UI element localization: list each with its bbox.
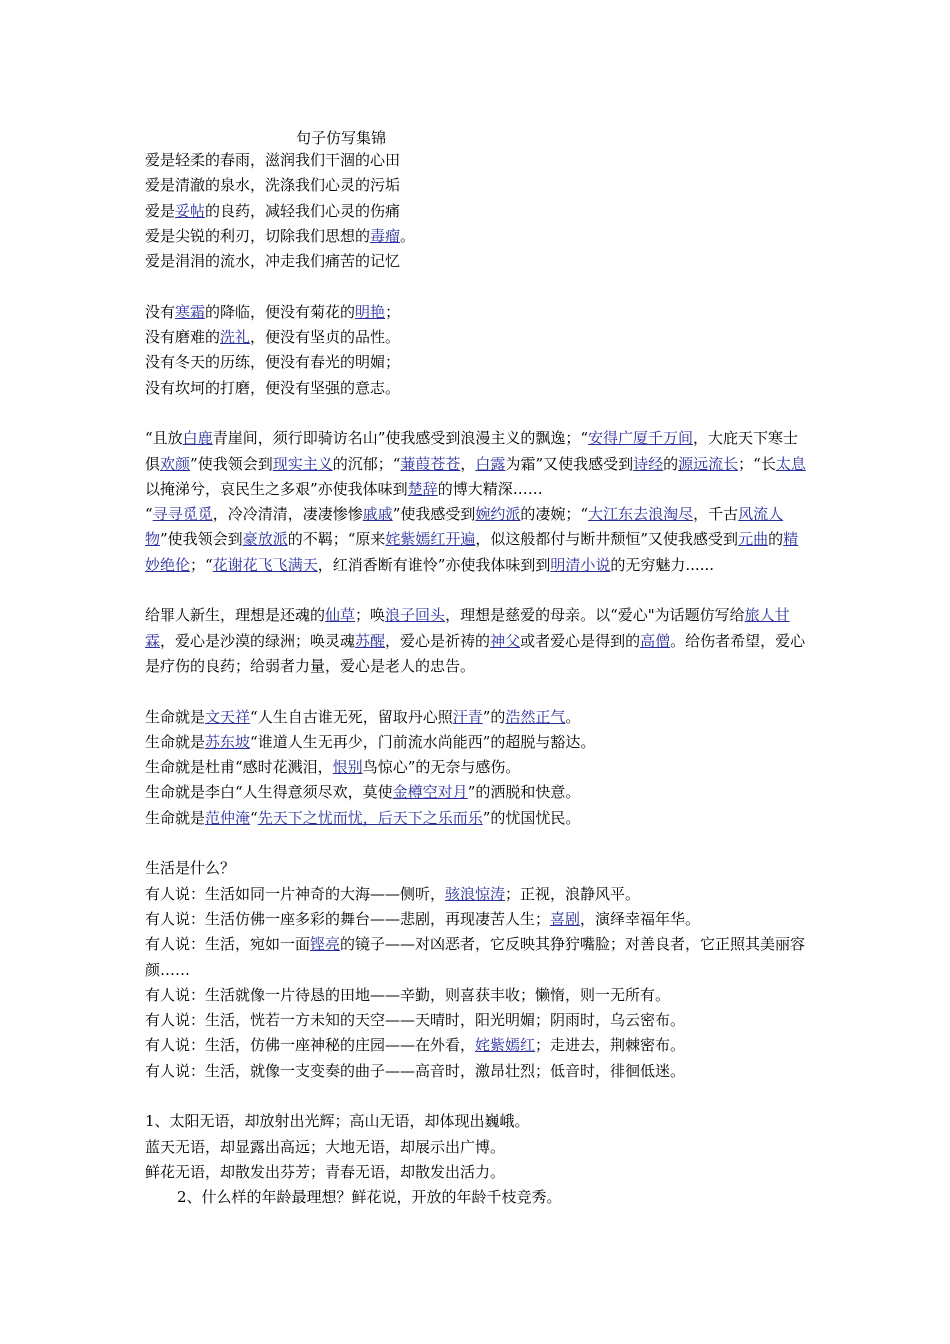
hyperlink[interactable]: 文天祥 bbox=[205, 707, 251, 726]
document-body bbox=[145, 148, 813, 1210]
hyperlink[interactable]: 欢颜 bbox=[160, 454, 191, 473]
blank-line bbox=[145, 831, 813, 856]
text-run: ”的 bbox=[482, 707, 506, 726]
paragraph bbox=[145, 932, 813, 983]
paragraph bbox=[145, 376, 813, 401]
blank-line bbox=[145, 401, 813, 426]
paragraph bbox=[145, 1059, 813, 1084]
text-run: 生命就是 bbox=[145, 707, 206, 726]
paragraph bbox=[145, 325, 813, 350]
paragraph bbox=[145, 1033, 813, 1058]
text-run: 生命就是杜甫“感时花溅泪， bbox=[145, 758, 333, 777]
hyperlink[interactable]: 寒霜 bbox=[175, 302, 206, 321]
text-run: 。 bbox=[400, 226, 416, 245]
hyperlink[interactable]: 白露 bbox=[475, 454, 506, 473]
paragraph bbox=[145, 983, 813, 1008]
hyperlink[interactable]: 寻寻觅觅 bbox=[152, 505, 213, 524]
text-run: ，便没有坚贞的品性。 bbox=[250, 328, 401, 347]
text-run: 有人说：生活，恍若一方未知的天空——天晴时，阳光明媚；阴雨时，乌云密布。 bbox=[145, 1011, 686, 1030]
text-run: 的良药，减轻我们心灵的伤痛 bbox=[205, 201, 401, 220]
text-run: 有人说：生活，宛如一面 bbox=[145, 935, 311, 954]
paragraph bbox=[145, 907, 813, 932]
text-run: 没有冬天的历练，便没有春光的明媚； bbox=[145, 353, 401, 372]
hyperlink[interactable]: 喜剧 bbox=[550, 909, 581, 928]
hyperlink[interactable]: 妥帖 bbox=[175, 201, 206, 220]
text-run: 生命就是 bbox=[145, 732, 206, 751]
hyperlink[interactable]: 高僧 bbox=[640, 631, 671, 650]
text-run: “且放 bbox=[145, 429, 183, 448]
text-run: 。 bbox=[565, 707, 581, 726]
text-run: ； bbox=[385, 302, 401, 321]
paragraph bbox=[145, 300, 813, 325]
text-run: 有人说：生活如同一片神奇的大海——侧听， bbox=[145, 884, 446, 903]
paragraph bbox=[145, 249, 813, 274]
hyperlink[interactable]: 明艳 bbox=[355, 302, 386, 321]
text-run: 。给伤者希望，爱心是疗伤的良药；给弱者力量，爱心是老人的忠告。 bbox=[145, 631, 806, 675]
text-run: ，爱心是祈祷的 bbox=[385, 631, 491, 650]
paragraph bbox=[145, 882, 813, 907]
hyperlink[interactable]: 骇浪惊涛 bbox=[445, 884, 506, 903]
hyperlink[interactable]: 仙草 bbox=[325, 606, 356, 625]
text-run: 爱是涓涓的流水，冲走我们痛苦的记忆 bbox=[145, 252, 401, 271]
hyperlink[interactable]: 豪放派 bbox=[242, 530, 288, 549]
hyperlink[interactable]: 金樽空对月 bbox=[392, 783, 468, 802]
text-run: 鸟惊心”的无奈与感伤。 bbox=[362, 758, 521, 777]
text-run: 1、太阳无语，却放射出光辉；高山无语，却体现出巍峨。 bbox=[145, 1112, 530, 1131]
text-run: 为霜”又使我感受到 bbox=[505, 454, 634, 473]
hyperlink[interactable]: 太息 bbox=[775, 454, 806, 473]
text-run: 生活是什么？ bbox=[145, 859, 236, 878]
hyperlink[interactable]: 白鹿 bbox=[182, 429, 213, 448]
hyperlink[interactable]: 姹紫嫣红开遍 bbox=[385, 530, 476, 549]
hyperlink[interactable]: 诗经 bbox=[633, 454, 664, 473]
hyperlink[interactable]: 婉约派 bbox=[475, 505, 521, 524]
blank-line bbox=[145, 578, 813, 603]
blank-line bbox=[145, 679, 813, 704]
paragraph bbox=[145, 780, 813, 805]
text-run: 有人说：生活就像一片待恳的田地——辛勤，则喜获丰收；懒惰，则一无所有。 bbox=[145, 985, 671, 1004]
hyperlink[interactable]: 明清小说 bbox=[550, 555, 611, 574]
text-run: ；“ bbox=[190, 555, 213, 574]
text-run: 有人说：生活，仿佛一座神秘的庄园——在外看， bbox=[145, 1036, 476, 1055]
paragraph bbox=[145, 224, 813, 249]
text-run: “ bbox=[145, 505, 153, 524]
text-run: 的无穷魅力...... bbox=[610, 555, 714, 574]
text-run: ；“长 bbox=[738, 454, 776, 473]
text-run: 鲜花无语，却散发出芬芳；青春无语，却散发出活力。 bbox=[145, 1162, 506, 1181]
hyperlink[interactable]: 苏东坡 bbox=[205, 732, 251, 751]
hyperlink[interactable]: 神父 bbox=[490, 631, 521, 650]
hyperlink[interactable]: 先天下之忧而忧，后天下之乐而乐 bbox=[257, 808, 483, 827]
hyperlink[interactable]: 浪子回头 bbox=[385, 606, 446, 625]
text-run: 的凄婉；“ bbox=[520, 505, 589, 524]
paragraph bbox=[145, 1109, 813, 1134]
hyperlink[interactable]: 戚戚 bbox=[362, 505, 393, 524]
paragraph bbox=[145, 1185, 813, 1210]
text-run: ”的忧国忧民。 bbox=[482, 808, 581, 827]
text-run: 给罪人新生，理想是还魂的 bbox=[145, 606, 326, 625]
hyperlink[interactable]: 汗青 bbox=[452, 707, 483, 726]
text-run: 的降临，便没有菊花的 bbox=[205, 302, 356, 321]
text-run: 或者爱心是得到的 bbox=[520, 631, 641, 650]
paragraph bbox=[145, 705, 813, 730]
text-run: ”使我领会到 bbox=[190, 454, 273, 473]
text-run: ”使我领会到 bbox=[160, 530, 243, 549]
hyperlink[interactable]: 楚辞 bbox=[407, 479, 438, 498]
paragraph bbox=[145, 148, 813, 173]
paragraph bbox=[145, 1008, 813, 1033]
hyperlink[interactable]: 铿亮 bbox=[310, 935, 341, 954]
text-run: 2、什么样的年龄最理想？鲜花说，开放的年龄千枝竞秀。 bbox=[177, 1188, 562, 1207]
text-run: 的博大精深…… bbox=[437, 479, 543, 498]
text-run: ，冷冷清清，凄凄惨惨 bbox=[212, 505, 363, 524]
hyperlink[interactable]: 现实主义 bbox=[272, 454, 333, 473]
paragraph bbox=[145, 350, 813, 375]
hyperlink[interactable]: 洗礼 bbox=[220, 328, 251, 347]
text-run: ，红消香断有谁怜”亦使我体味到到 bbox=[317, 555, 551, 574]
paragraph bbox=[145, 755, 813, 780]
paragraph bbox=[145, 730, 813, 755]
blank-line bbox=[145, 274, 813, 299]
text-run: 的 bbox=[768, 530, 784, 549]
text-run: 没有坎坷的打磨，便没有坚强的意志。 bbox=[145, 378, 401, 397]
paragraph bbox=[145, 603, 813, 679]
paragraph bbox=[145, 1160, 813, 1185]
paragraph bbox=[145, 806, 813, 831]
text-run: 没有磨难的 bbox=[145, 328, 221, 347]
text-run: 蓝天无语，却显露出高远；大地无语，却展示出广博。 bbox=[145, 1137, 506, 1156]
text-run: 青崖间，须行即骑访名山”使我感受到浪漫主义的飘逸；“ bbox=[212, 429, 589, 448]
text-run: “谁道人生无再少，门前流水尚能西”的超脱与豁达。 bbox=[250, 732, 596, 751]
text-run: ；正视，浪静风平。 bbox=[505, 884, 641, 903]
paragraph bbox=[145, 856, 813, 881]
text-run: ，爱心是沙漠的绿洲；唤灵魂 bbox=[160, 631, 356, 650]
text-run: ， bbox=[460, 454, 476, 473]
hyperlink[interactable]: 恨别 bbox=[332, 758, 363, 777]
text-run: 生命就是李白“人生得意须尽欢，莫使 bbox=[145, 783, 393, 802]
text-run: 没有 bbox=[145, 302, 176, 321]
text-run: “ bbox=[250, 808, 258, 827]
text-run: ，似这般都付与断井颓恒”又使我感受到 bbox=[475, 530, 739, 549]
text-run: ，千古 bbox=[693, 505, 739, 524]
hyperlink[interactable]: 姹紫嫣红 bbox=[475, 1036, 536, 1055]
text-run: 的不羁；“原来 bbox=[287, 530, 386, 549]
hyperlink[interactable]: 范仲淹 bbox=[205, 808, 251, 827]
text-run: ，演绎幸福年华。 bbox=[580, 909, 701, 928]
hyperlink[interactable]: 风流人物 bbox=[145, 505, 784, 549]
text-run: 以掩涕兮，哀民生之多艰”亦使我体味到 bbox=[145, 479, 408, 498]
paragraph bbox=[145, 502, 813, 578]
paragraph bbox=[145, 173, 813, 198]
blank-line bbox=[145, 1084, 813, 1109]
text-run: ，理想是慈爱的母亲。以“爱心"为话题仿写给 bbox=[445, 606, 745, 625]
text-run: 有人说：生活仿佛一座多彩的舞台——悲剧，再现凄苦人生； bbox=[145, 909, 551, 928]
text-run: 的镜子——对凶恶者，它反映其狰狞嘴脸；对善良者，它正照其美丽容颜…… bbox=[145, 935, 806, 979]
hyperlink[interactable]: 花谢花飞飞满天 bbox=[212, 555, 318, 574]
text-run: ；走进去，荆棘密布。 bbox=[535, 1036, 686, 1055]
hyperlink[interactable]: 苏醒 bbox=[355, 631, 386, 650]
text-run: ；唤 bbox=[355, 606, 386, 625]
text-run: 生命就是 bbox=[145, 808, 206, 827]
hyperlink[interactable]: 蒹葭苍苍 bbox=[400, 454, 461, 473]
hyperlink[interactable]: 安得广厦千万间 bbox=[588, 429, 694, 448]
text-run: 的 bbox=[663, 454, 679, 473]
hyperlink[interactable]: 旅人甘霖 bbox=[145, 606, 790, 650]
hyperlink[interactable]: 浩然正气 bbox=[505, 707, 566, 726]
paragraph bbox=[145, 199, 813, 224]
paragraph bbox=[145, 426, 813, 502]
hyperlink[interactable]: 大江东去浪淘尽 bbox=[588, 505, 694, 524]
text-run: ，大庇天下寒士俱 bbox=[145, 429, 799, 473]
hyperlink[interactable]: 精妙绝伦 bbox=[145, 530, 799, 574]
text-run: “人生自古谁无死，留取丹心照 bbox=[250, 707, 453, 726]
text-run: 的沉郁；“ bbox=[332, 454, 401, 473]
hyperlink[interactable]: 源远流长 bbox=[678, 454, 739, 473]
text-run: 有人说：生活，就像一支变奏的曲子——高音时，激昂壮烈；低音时，徘徊低迷。 bbox=[145, 1061, 686, 1080]
text-run: ”使我感受到 bbox=[392, 505, 476, 524]
hyperlink[interactable]: 元曲 bbox=[738, 530, 769, 549]
text-run: 爱是清澈的泉水，洗涤我们心灵的污垢 bbox=[145, 176, 401, 195]
text-run: 爱是尖锐的利刃，切除我们思想的 bbox=[145, 226, 371, 245]
text-run: 爱是 bbox=[145, 201, 176, 220]
text-run: ”的洒脱和快意。 bbox=[467, 783, 581, 802]
document-title: 句子仿写集锦 bbox=[296, 129, 387, 147]
paragraph bbox=[145, 1135, 813, 1160]
hyperlink[interactable]: 毒瘤 bbox=[370, 226, 401, 245]
text-run: 爱是轻柔的春雨，滋润我们干涸的心田 bbox=[145, 151, 401, 169]
